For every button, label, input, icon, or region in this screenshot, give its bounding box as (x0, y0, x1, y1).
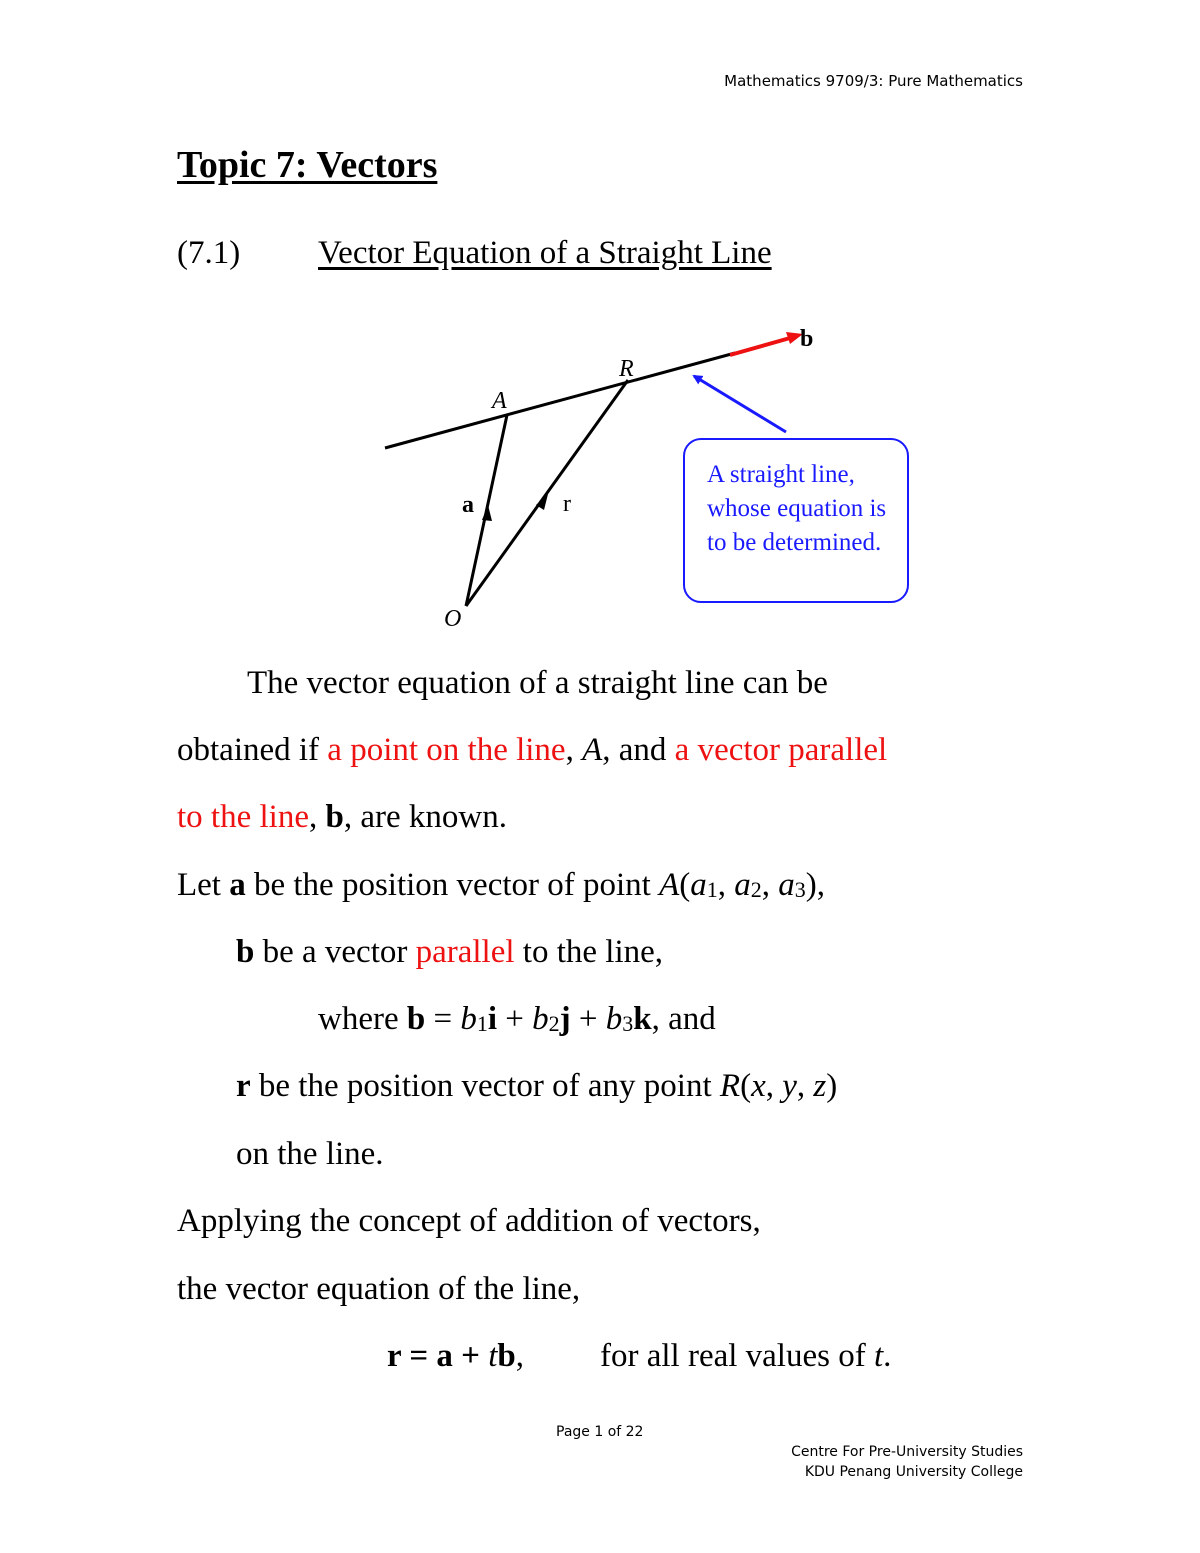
math-a2: a (734, 867, 751, 903)
equation-intro: the vector equation of the line, (177, 1271, 581, 1307)
text: The vector equation of a straight line can be (247, 665, 828, 701)
subscript: 2 (750, 877, 762, 902)
subscript: 3 (794, 877, 806, 902)
highlight-to-line: to the line (177, 799, 309, 835)
section-title: Vector Equation of a Straight Line (318, 235, 772, 271)
callout-arrow (694, 376, 786, 432)
math-k: k (633, 1001, 652, 1037)
direction-vector-b (730, 338, 790, 355)
text: + (570, 1001, 606, 1037)
definition-b-components (318, 1001, 716, 1038)
text: = (401, 1338, 437, 1374)
math-b1: b (460, 1001, 477, 1037)
math-i: i (487, 1001, 498, 1037)
text: . (883, 1338, 892, 1374)
math-r: r (387, 1338, 402, 1374)
highlight-point: a point on the line (327, 732, 566, 768)
subscript: 1 (706, 877, 718, 902)
math-a: a (229, 867, 246, 903)
text: be the position vector of any point (250, 1068, 720, 1104)
math-b: b (325, 799, 344, 835)
topic-title: Topic 7: Vectors (177, 144, 438, 186)
text: + (452, 1338, 489, 1374)
vector-equation (387, 1338, 524, 1375)
math-R: R (719, 1068, 741, 1104)
text: , (761, 867, 779, 903)
paragraph-line-1 (247, 665, 828, 702)
math-A: A (659, 867, 680, 903)
math-x: x (751, 1068, 766, 1104)
page-number: Page 1 of 22 (556, 1424, 644, 1440)
label-b: b (800, 326, 814, 352)
text: where (318, 1001, 407, 1037)
paragraph-line-3 (177, 799, 507, 836)
text: , and (651, 1001, 716, 1037)
math-A: A (582, 732, 603, 768)
text: to the line, (514, 934, 664, 970)
highlight-vector: a vector parallel (674, 732, 888, 768)
text: , (765, 1068, 783, 1104)
label-r: r (563, 491, 571, 517)
math-j: j (559, 1001, 571, 1037)
subscript: 3 (622, 1011, 634, 1036)
text: be a vector (254, 934, 416, 970)
math-a1: a (690, 867, 707, 903)
definition-b (236, 934, 663, 971)
definition-r-cont: on the line. (236, 1136, 384, 1172)
section-number: (7.1) (177, 235, 241, 271)
definition-r (236, 1068, 837, 1105)
highlight-parallel: parallel (415, 934, 515, 970)
applying-line: Applying the concept of addition of vectors, (177, 1203, 761, 1239)
math-y: y (782, 1068, 797, 1104)
math-r: r (236, 1068, 251, 1104)
label-A: A (492, 388, 507, 414)
label-R: R (619, 356, 634, 382)
text: + (497, 1001, 533, 1037)
math-b3: b (605, 1001, 623, 1037)
text: Let (177, 867, 230, 903)
text: , and (602, 732, 675, 768)
math-b2: b (532, 1001, 549, 1037)
math-b: b (406, 1001, 426, 1037)
text: , (515, 1338, 524, 1374)
definition-a (177, 867, 825, 904)
math-t: t (873, 1338, 884, 1374)
math-b: b (497, 1338, 516, 1374)
text: obtained if (177, 732, 328, 768)
label-O: O (444, 606, 462, 632)
label-a: a (462, 492, 474, 518)
callout-box: A straight line, whose equation is to be determined. (683, 438, 909, 603)
vector-line-diagram (0, 0, 1200, 660)
text: be the position vector of point (245, 867, 660, 903)
footer-college: KDU Penang University College (804, 1464, 1023, 1480)
footer-centre: Centre For Pre-University Studies (791, 1444, 1023, 1460)
text: for all real values of (600, 1338, 874, 1374)
math-z: z (813, 1068, 827, 1104)
text: , (717, 867, 735, 903)
math-t: t (488, 1338, 498, 1374)
subscript: 2 (548, 1011, 560, 1036)
text: ), (805, 867, 825, 903)
text: ( (679, 867, 691, 903)
equation-condition (600, 1338, 891, 1375)
math-a: a (436, 1338, 453, 1374)
text: ( (740, 1068, 752, 1104)
text: = (425, 1001, 461, 1037)
math-a3: a (778, 867, 795, 903)
paragraph-line-2 (177, 732, 887, 769)
text: , (565, 732, 583, 768)
text: ) (826, 1068, 838, 1104)
text: , (308, 799, 326, 835)
subscript: 1 (476, 1011, 488, 1036)
text: , (796, 1068, 814, 1104)
math-b: b (236, 934, 255, 970)
text: , are known. (343, 799, 507, 835)
straight-line (385, 353, 735, 448)
running-header: Mathematics 9709/3: Pure Mathematics (724, 72, 1023, 90)
